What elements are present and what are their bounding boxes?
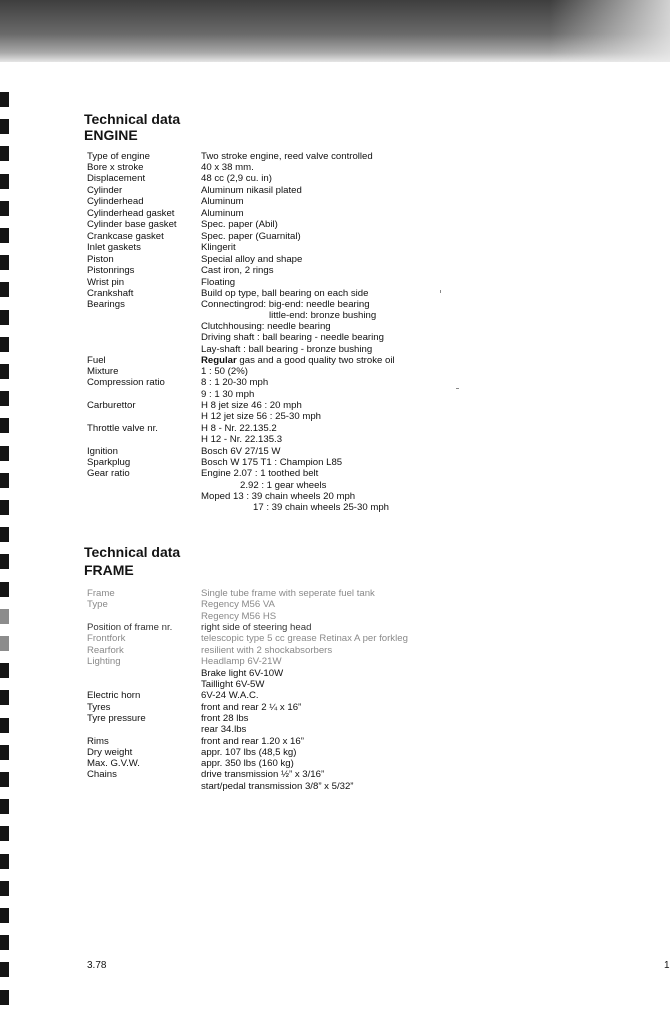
spec-value: drive transmission ½” x 3/16” [201, 769, 325, 780]
spec-label: Frame [87, 588, 115, 599]
spec-value: Connectingrod: big-end: needle bearing [201, 299, 370, 310]
frame-heading-title: Technical data [84, 544, 181, 560]
spec-row [0, 502, 670, 514]
spec-label: Cylinderhead [87, 196, 144, 207]
spec-row [0, 196, 670, 208]
spec-label: Wrist pin [87, 277, 125, 288]
spec-value: front 28 lbs [201, 713, 249, 724]
spec-label: Tyre pressure [87, 713, 146, 724]
spec-label: Bore x stroke [87, 162, 144, 173]
spec-label: Crankshaft [87, 288, 134, 299]
spec-row [0, 411, 670, 423]
spec-label: Lighting [87, 656, 121, 667]
spec-value: Regency M56 HS [201, 611, 277, 622]
binding-hole [0, 908, 9, 923]
spec-row [0, 377, 670, 389]
spec-value: Engine 2.07 : 1 toothed belt [201, 468, 319, 479]
spec-value: Bosch 6V 27/15 W [201, 446, 281, 457]
spec-label: Chains [87, 769, 117, 780]
spec-value: right side of steering head [201, 622, 312, 633]
spec-label: Cylinder [87, 185, 123, 196]
spec-label: Type [87, 599, 108, 610]
spec-value-emphasis: Regular [201, 355, 237, 366]
spec-label: Pistonrings [87, 265, 135, 276]
binding-hole [0, 92, 9, 107]
spec-row [0, 724, 670, 736]
spec-value: Build op type, ball bearing on each side [201, 288, 369, 299]
binding-hole [0, 935, 9, 950]
spec-value: Driving shaft : ball bearing - needle bearing [201, 332, 384, 343]
spec-label: Cylinder base gasket [87, 219, 177, 230]
spec-row [0, 332, 670, 344]
scan-top-shadow [0, 0, 670, 62]
spec-value: Aluminum [201, 208, 244, 219]
spec-row [0, 434, 670, 446]
spec-value: Special alloy and shape [201, 254, 303, 265]
spec-row [0, 219, 670, 231]
spec-label: Carburettor [87, 400, 136, 411]
spec-row [0, 468, 670, 480]
spec-value: H 8 jet size 46 : 20 mph [201, 400, 302, 411]
spec-value: 40 x 38 mm. [201, 162, 254, 173]
spec-value: front and rear 1.20 x 16” [201, 736, 304, 747]
spec-value: H 12 jet size 56 : 25-30 mph [201, 411, 321, 422]
spec-value: start/pedal transmission 3/8” x 5/32” [201, 781, 354, 792]
binding-hole [0, 119, 9, 134]
spec-value: appr. 107 lbs (48,5 kg) [201, 747, 297, 758]
spec-value: Spec. paper (Abil) [201, 219, 278, 230]
spec-value: Taillight 6V-5W [201, 679, 265, 690]
spec-label: Rims [87, 736, 109, 747]
spec-value: little-end: bronze bushing [269, 310, 377, 321]
page-number: 3.78 [87, 960, 107, 971]
spec-label: Crankcase gasket [87, 231, 164, 242]
binding-hole [0, 990, 9, 1005]
binding-hole [0, 962, 9, 977]
spec-label: Displacement [87, 173, 146, 184]
spec-value: Headlamp 6V-21W [201, 656, 282, 667]
spec-label: Frontfork [87, 633, 126, 644]
spec-label: Cylinderhead gasket [87, 208, 175, 219]
spec-value: Lay-shaft : ball bearing - bronze bushing [201, 344, 373, 355]
spec-label: Dry weight [87, 747, 133, 758]
spec-value: Cast iron, 2 rings [201, 265, 274, 276]
scan-speck [440, 290, 441, 293]
spec-value: 2.92 : 1 gear wheels [240, 480, 327, 491]
spec-label: Position of frame nr. [87, 622, 173, 633]
spec-value: Regency M56 VA [201, 599, 275, 610]
spec-value: 9 : 1 30 mph [201, 389, 255, 400]
spec-value: appr. 350 lbs (160 kg) [201, 758, 294, 769]
edge-page-mark: 1 [664, 960, 670, 971]
spec-row [0, 265, 670, 277]
spec-value: Floating [201, 277, 236, 288]
spec-value: 8 : 1 20-30 mph [201, 377, 269, 388]
spec-label: Fuel [87, 355, 106, 366]
spec-label: Sparkplug [87, 457, 131, 468]
spec-label: Inlet gaskets [87, 242, 141, 253]
binding-hole [0, 826, 9, 841]
spec-value: 48 cc (2,9 cu. in) [201, 173, 272, 184]
spec-label: Mixture [87, 366, 119, 377]
spec-value: Aluminum nikasil plated [201, 185, 302, 196]
spec-label: Type of engine [87, 151, 150, 162]
spec-value: Spec. paper (Guarnital) [201, 231, 301, 242]
spec-row [0, 173, 670, 185]
spec-label: Bearings [87, 299, 125, 310]
spec-value: 1 : 50 (2%) [201, 366, 248, 377]
spec-value: H 12 - Nr. 22.135.3 [201, 434, 283, 445]
spec-label: Throttle valve nr. [87, 423, 158, 434]
spec-row [0, 633, 670, 645]
spec-value: rear 34.lbs [201, 724, 247, 735]
spec-row [0, 781, 670, 793]
spec-label: Gear ratio [87, 468, 130, 479]
spec-value: Brake light 6V-10W [201, 668, 284, 679]
spec-value: Klingerit [201, 242, 236, 253]
spec-row [0, 690, 670, 702]
spec-value-text: gas and a good quality two stroke oil [236, 355, 395, 366]
spec-label: Electric horn [87, 690, 141, 701]
spec-value: front and rear 2 ¼ x 16” [201, 702, 302, 713]
spec-value: 17 : 39 chain wheels 25-30 mph [253, 502, 389, 513]
spec-value: H 8 - Nr. 22.135.2 [201, 423, 277, 434]
binding-hole [0, 854, 9, 869]
spec-value: Bosch W 175 T1 : Champion L85 [201, 457, 343, 468]
spec-row [0, 656, 670, 668]
spec-value: Moped 13 : 39 chain wheels 20 mph [201, 491, 356, 502]
spec-value: 6V-24 W.A.C. [201, 690, 259, 701]
spec-row [0, 769, 670, 781]
spec-value: resilient with 2 shockabsorbers [201, 645, 333, 656]
spec-value: telescopic type 5 cc grease Retinax A per forkleg [201, 633, 408, 644]
spec-label: Max. G.V.W. [87, 758, 140, 769]
spec-label: Rearfork [87, 645, 124, 656]
spec-label: Tyres [87, 702, 111, 713]
spec-row [0, 599, 670, 611]
spec-row [0, 242, 670, 254]
binding-hole [0, 881, 9, 896]
scan-speck [456, 388, 459, 389]
binding-hole [0, 554, 9, 569]
frame-heading-subtitle: FRAME [84, 562, 134, 578]
engine-heading-subtitle: ENGINE [84, 127, 138, 143]
binding-hole [0, 799, 9, 814]
spec-label: Compression ratio [87, 377, 165, 388]
spec-value: Two stroke engine, reed valve controlled [201, 151, 373, 162]
binding-hole [0, 527, 9, 542]
spec-value: Aluminum [201, 196, 244, 207]
spec-label: Piston [87, 254, 114, 265]
spec-label: Ignition [87, 446, 118, 457]
spec-value: Single tube frame with seperate fuel tank [201, 588, 375, 599]
engine-heading-title: Technical data [84, 111, 181, 127]
spec-value: Clutchhousing: needle bearing [201, 321, 331, 332]
